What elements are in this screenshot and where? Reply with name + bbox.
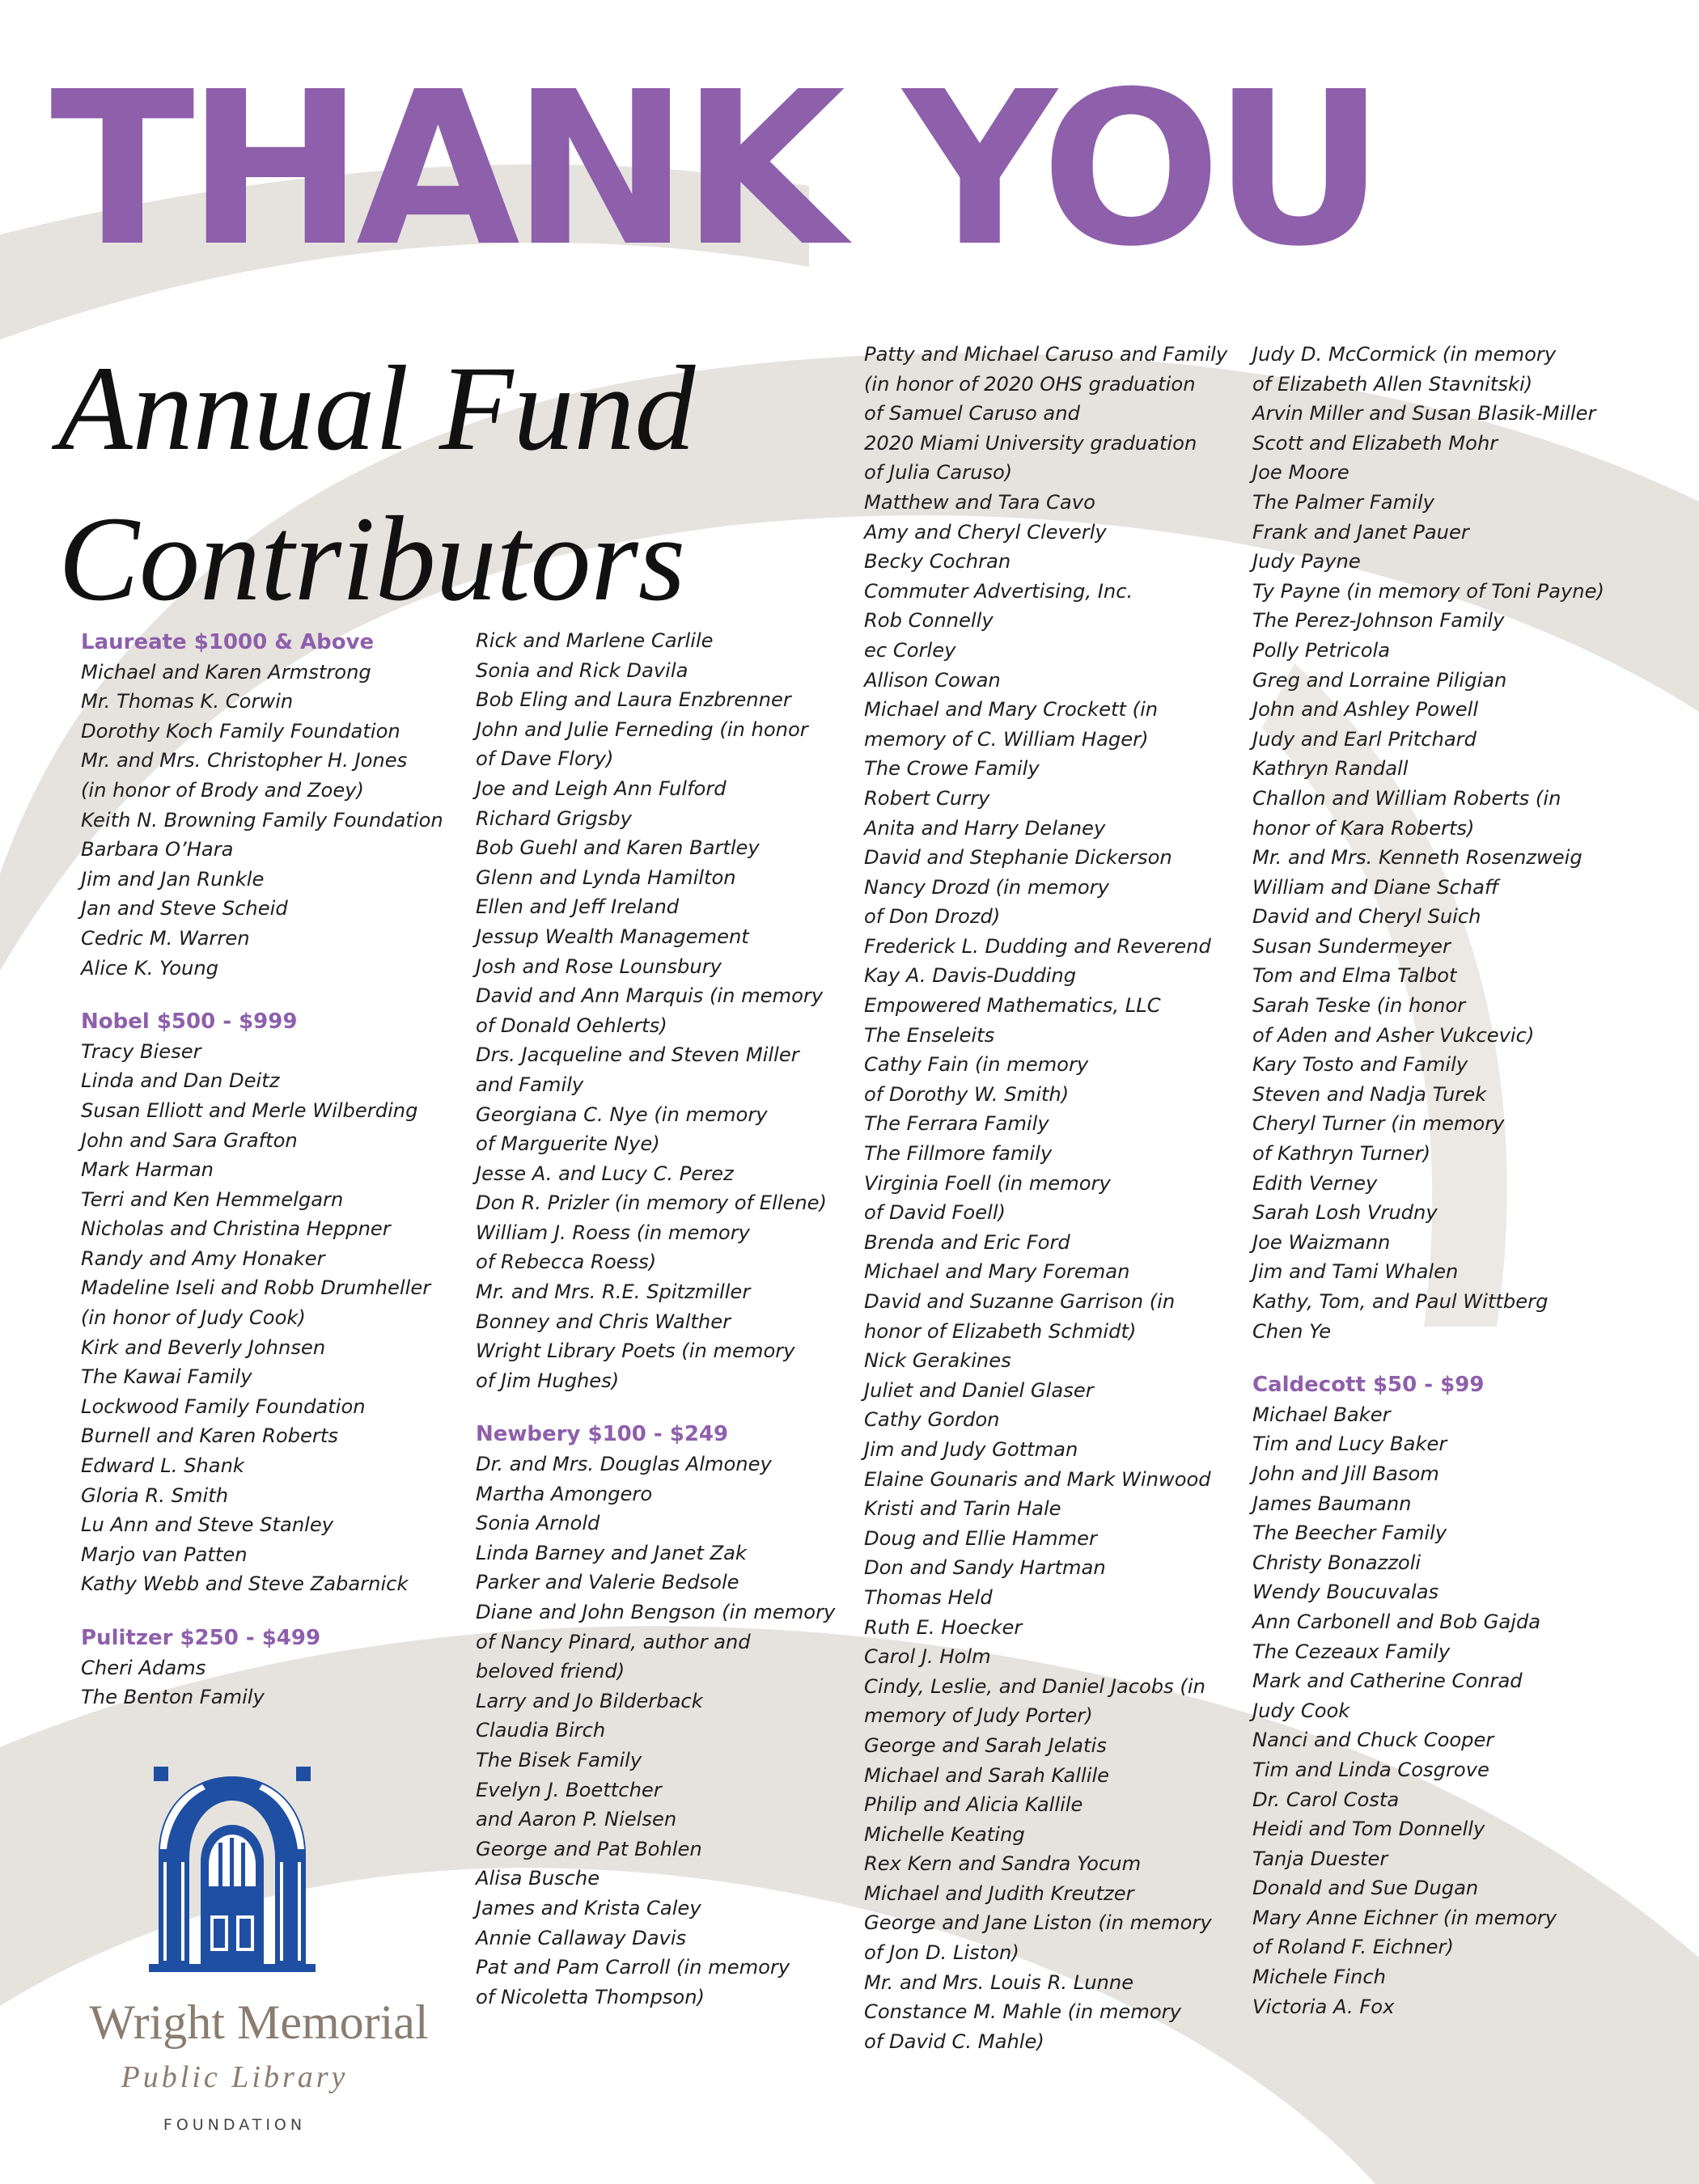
contributor-name: Edith Verney (1252, 1171, 1378, 1195)
contributor-name: Nicholas and Christina Heppner (81, 1217, 391, 1241)
contributor-name: (in honor of 2020 OHS graduation (864, 372, 1196, 396)
contributor-name: Commuter Advertising, Inc. (864, 579, 1133, 603)
contributor-name: Bob Guehl and Karen Bartley (476, 836, 760, 860)
contributor-name: Michael Baker (1252, 1403, 1391, 1426)
contributor-name: The Beecher Family (1252, 1522, 1447, 1545)
contributor-name: Mary Anne Eichner (in memory (1252, 1906, 1557, 1929)
contributor-name: Robert Curry (864, 786, 990, 810)
contributor-name: David and Cheryl Suich (1252, 905, 1481, 929)
contributor-name: Joe and Leigh Ann Fulford (476, 777, 727, 800)
giving-level-heading: Laureate $1000 & Above (81, 630, 375, 654)
contributor-name: Joe Moore (1252, 461, 1349, 485)
contributor-name: Madeline Iseli and Robb Drumheller (81, 1276, 431, 1300)
contributor-name: Lu Ann and Steve Stanley (81, 1513, 334, 1537)
contributor-name: Nanci and Chuck Cooper (1252, 1729, 1494, 1752)
contributor-name: of Donald Oehlerts) (476, 1014, 667, 1037)
contributor-name: Michelle Keating (864, 1822, 1025, 1846)
contributor-name: beloved friend) (476, 1660, 625, 1683)
contributor-name: Christy Bonazzoli (1252, 1551, 1421, 1574)
contributors-column-1 (81, 628, 463, 1712)
giving-level-heading: Caldecott $50 - $99 (1252, 1373, 1485, 1398)
contributor-name: Judy D. McCormick (in memory (1252, 343, 1557, 366)
contributor-name: Judy and Earl Pritchard (1252, 727, 1477, 751)
contributor-name: Tracy Bieser (81, 1039, 201, 1063)
contributor-name: Keith N. Browning Family Foundation (81, 808, 443, 832)
contributor-name: Dr. Carol Costa (1252, 1788, 1400, 1811)
contributor-name: Tim and Lucy Baker (1252, 1433, 1447, 1456)
contributor-name: David and Stephanie Dickerson (864, 846, 1172, 870)
contributor-name: The Fillmore family (864, 1142, 1053, 1166)
contributor-name: Michael and Sarah Kallile (864, 1763, 1110, 1787)
logo-subtitle: Public Library (121, 2060, 349, 2094)
contributor-name: of Julia Caruso) (864, 461, 1013, 485)
giving-level-heading: Nobel $500 - $999 (81, 1009, 298, 1035)
contributor-name: The Perez-Johnson Family (1252, 609, 1505, 633)
contributor-name: Lockwood Family Foundation (81, 1395, 366, 1418)
contributor-name: David and Suzanne Garrison (in (864, 1290, 1176, 1313)
contributor-name: James and Krista Caley (476, 1896, 701, 1919)
contributor-name: Marjo van Patten (81, 1543, 248, 1566)
contributor-name: Steven and Nadja Turek (1252, 1082, 1487, 1106)
contributor-name: Matthew and Tara Cavo (864, 490, 1095, 514)
contributor-name: Tim and Linda Cosgrove (1252, 1758, 1489, 1781)
contributor-name: James Baumann (1252, 1492, 1412, 1515)
subtitle-line-2: Contributors (58, 492, 686, 626)
contributor-name: Bob Eling and Laura Enzbrenner (476, 688, 791, 712)
contributor-name: Frederick L. Dudding and Reverend (864, 934, 1211, 958)
contributor-name: Jessup Wealth Management (476, 925, 749, 948)
contributor-name: Edward L. Shank (81, 1454, 244, 1478)
contributor-name: Kathryn Randall (1252, 757, 1409, 781)
contributor-name: Empowered Mathematics, LLC (864, 994, 1161, 1018)
contributor-name: Sarah Teske (in honor (1252, 994, 1466, 1018)
section-spacer (81, 1599, 463, 1623)
contributor-name: George and Pat Bohlen (476, 1837, 702, 1860)
contributor-name: Kathy, Tom, and Paul Wittberg (1252, 1290, 1549, 1313)
contributor-name: Burnell and Karen Roberts (81, 1424, 338, 1448)
contributor-name: Barbara O’Hara (81, 838, 234, 861)
logo-name: Wright Memorial (89, 1996, 429, 2049)
contributor-name: Sonia and Rick Davila (476, 658, 688, 682)
contributor-name: Ellen and Jeff Ireland (476, 895, 680, 919)
contributor-name: Ann Carbonell and Bob Gajda (1252, 1610, 1541, 1633)
contributor-name: John and Sara Grafton (81, 1128, 298, 1152)
contributor-name: Kary Tosto and Family (1252, 1053, 1468, 1077)
contributor-name: of Dorothy W. Smith) (864, 1082, 1070, 1106)
contributor-name: Jim and Jan Runkle (81, 867, 265, 891)
contributor-name: Wendy Boucuvalas (1252, 1581, 1439, 1604)
contributor-name: Terri and Ken Hemmelgarn (81, 1187, 344, 1211)
contributor-name: Don and Sandy Hartman (864, 1556, 1106, 1580)
contributor-name: Martha Amongero (476, 1482, 653, 1505)
contributor-name: 2020 Miami University graduation (864, 431, 1197, 455)
contributor-name: Philip and Alicia Kallile (864, 1793, 1083, 1817)
contributors-column-3 (864, 340, 1246, 2056)
contributor-name: Kathy Webb and Steve Zabarnick (81, 1572, 409, 1596)
contributor-name: honor of Elizabeth Schmidt) (864, 1319, 1137, 1343)
contributor-name: Larry and Jo Bilderback (476, 1689, 703, 1712)
contributor-name: Dorothy Koch Family Foundation (81, 719, 400, 743)
contributor-name: Judy Cook (1252, 1699, 1350, 1722)
contributor-name: of Jim Hughes) (476, 1369, 620, 1392)
contributor-name: Linda Barney and Janet Zak (476, 1541, 747, 1564)
contributor-name: of David C. Mahle) (864, 2030, 1044, 2053)
contributor-name: Challon and William Roberts (in (1252, 786, 1561, 810)
contributor-name: Annie Callaway Davis (476, 1926, 687, 1949)
contributor-name: Randy and Amy Honaker (81, 1246, 325, 1270)
contributor-name: Evelyn J. Boettcher (476, 1778, 662, 1801)
contributor-name: Tanja Duester (1252, 1847, 1388, 1870)
contributor-name: of Samuel Caruso and (864, 402, 1080, 425)
page-subtitle (58, 333, 695, 634)
contributor-name: Mr. and Mrs. Kenneth Rosenzweig (1252, 846, 1582, 870)
contributor-name: Allison Cowan (864, 668, 1001, 692)
contributor-name: of Roland F. Eichner) (1252, 1936, 1454, 1959)
contributor-name: (in honor of Judy Cook) (81, 1306, 306, 1330)
contributor-name: Dr. and Mrs. Douglas Almoney (476, 1453, 772, 1476)
contributor-name: The Bisek Family (476, 1748, 642, 1771)
contributor-name: Chen Ye (1252, 1319, 1332, 1343)
contributor-name: and Aaron P. Nielsen (476, 1808, 677, 1831)
contributor-name: of Elizabeth Allen Stavnitski) (1252, 372, 1533, 396)
contributor-name: Patty and Michael Caruso and Family (864, 343, 1228, 366)
contributor-name: Doug and Ellie Hammer (864, 1526, 1097, 1550)
contributor-name: Alisa Busche (476, 1867, 600, 1890)
contributor-name: Constance M. Mahle (in memory (864, 2000, 1181, 2024)
contributor-name: The Benton Family (81, 1686, 265, 1709)
contributor-name: The Kawai Family (81, 1365, 252, 1389)
contributor-name: of Dave Flory) (476, 747, 614, 771)
contributor-name: Georgiana C. Nye (in memory (476, 1103, 768, 1126)
contributor-name: of Rebecca Roess) (476, 1251, 657, 1274)
contributor-name: Frank and Janet Pauer (1252, 520, 1469, 544)
contributor-name: of Don Drozd) (864, 905, 1001, 929)
contributor-name: William J. Roess (in memory (476, 1221, 750, 1244)
contributor-name: memory of C. William Hager) (864, 727, 1149, 751)
contributor-name: Nick Gerakines (864, 1349, 1011, 1373)
logo-foundation: FOUNDATION (163, 2116, 307, 2134)
contributor-name: of Nicoletta Thompson) (476, 1985, 705, 2008)
contributor-name: John and Julie Ferneding (in honor (476, 717, 808, 741)
contributor-name: Greg and Lorraine Piligian (1252, 668, 1507, 692)
contributor-name: Judy Payne (1252, 550, 1361, 574)
subtitle-line-1: Annual Fund (58, 341, 696, 476)
contributor-name: Michael and Mary Crockett (in (864, 698, 1159, 722)
contributor-name: Rex Kern and Sandra Yocum (864, 1852, 1142, 1876)
contributor-name: Sonia Arnold (476, 1512, 600, 1535)
contributor-name: Jan and Steve Scheid (81, 897, 288, 921)
contributor-name: Brenda and Eric Ford (864, 1230, 1070, 1254)
contributor-name: Richard Grigsby (476, 806, 632, 830)
contributor-name: Heidi and Tom Donnelly (1252, 1818, 1485, 1841)
contributor-name: Cindy, Leslie, and Daniel Jacobs (in (864, 1674, 1205, 1698)
contributor-name: Scott and Elizabeth Mohr (1252, 431, 1498, 455)
contributor-name: George and Jane Liston (in memory (864, 1911, 1212, 1935)
contributor-name: Carol J. Holm (864, 1645, 991, 1669)
contributor-name: Susan Sundermeyer (1252, 934, 1451, 958)
giving-level-heading: Newbery $100 - $249 (476, 1422, 729, 1447)
contributor-name: ec Corley (864, 638, 956, 662)
contributor-name: Mark and Catherine Conrad (1252, 1670, 1523, 1693)
contributor-name: Arvin Miller and Susan Blasik-Miller (1252, 402, 1596, 425)
thank-you-headline: THANK YOU (50, 46, 1378, 293)
contributor-name: Josh and Rose Lounsbury (476, 954, 722, 978)
contributor-name: of Jon D. Liston) (864, 1941, 1019, 1965)
contributor-name: Rick and Marlene Carlile (476, 629, 714, 652)
contributor-name: Cathy Fain (in memory (864, 1053, 1089, 1077)
contributors-column-4 (1252, 340, 1634, 2021)
contributor-name: Juliet and Daniel Glaser (864, 1378, 1094, 1402)
contributor-name: The Cezeaux Family (1252, 1640, 1451, 1663)
contributor-name: David and Ann Marquis (in memory (476, 984, 824, 1008)
contributor-name: Mark Harman (81, 1158, 214, 1182)
contributor-name: The Crowe Family (864, 757, 1040, 781)
contributor-name: Victoria A. Fox (1252, 1995, 1395, 2018)
contributor-name: Claudia Birch (476, 1719, 606, 1742)
contributor-name: Becky Cochran (864, 550, 1011, 574)
contributor-name: Linda and Dan Deitz (81, 1069, 280, 1093)
contributor-name: memory of Judy Porter) (864, 1704, 1093, 1728)
contributor-name: Michael and Mary Foreman (864, 1260, 1130, 1284)
contributor-name: Sarah Losh Vrudny (1252, 1201, 1438, 1225)
contributor-name: Gloria R. Smith (81, 1484, 229, 1507)
section-spacer (81, 983, 463, 1007)
contributor-name: Cheri Adams (81, 1656, 206, 1679)
contributor-name: honor of Kara Roberts) (1252, 816, 1475, 840)
contributor-name: Joe Waizmann (1252, 1230, 1391, 1254)
contributor-name: Donald and Sue Dugan (1252, 1877, 1479, 1900)
contributor-name: Virginia Foell (in memory (864, 1171, 1111, 1195)
contributor-name: Michael and Karen Armstrong (81, 660, 371, 684)
contributors-column-2 (476, 626, 858, 2012)
contributor-name: Mr. and Mrs. R.E. Spitzmiller (476, 1280, 751, 1304)
contributor-name: of Marguerite Nye) (476, 1132, 660, 1156)
contributor-name: Glenn and Lynda Hamilton (476, 866, 736, 889)
contributor-name: Michael and Judith Kreutzer (864, 1881, 1134, 1905)
giving-level-heading: Pulitzer $250 - $499 (81, 1626, 321, 1650)
contributor-name: Michele Finch (1252, 1966, 1386, 1989)
section-spacer (1252, 1346, 1634, 1370)
contributor-name: Mr. Thomas K. Corwin (81, 690, 294, 713)
contributor-name: Kay A. Davis-Dudding (864, 964, 1077, 988)
contributor-name: Don R. Prizler (in memory of Ellene) (476, 1191, 827, 1215)
contributor-name: Nancy Drozd (in memory (864, 875, 1109, 899)
contributor-name: and Family (476, 1073, 584, 1096)
contributor-name: Jim and Tami Whalen (1252, 1260, 1459, 1284)
contributor-name: of Kathryn Turner) (1252, 1142, 1431, 1166)
contributor-name: Mr. and Mrs. Louis R. Lunne (864, 1970, 1134, 1994)
contributor-name: Kristi and Tarin Hale (864, 1497, 1061, 1521)
contributor-name: William and Diane Schaff (1252, 875, 1499, 899)
contributor-name: (in honor of Brody and Zoey) (81, 778, 364, 802)
contributor-name: Jesse A. and Lucy C. Perez (476, 1162, 734, 1185)
contributor-name: Cedric M. Warren (81, 926, 250, 950)
contributor-name: John and Jill Basom (1252, 1462, 1439, 1485)
contributor-name: Polly Petricola (1252, 638, 1391, 662)
contributor-name: Alice K. Young (81, 956, 219, 980)
contributor-name: Tom and Elma Talbot (1252, 964, 1457, 988)
contributor-name: Diane and John Bengson (in memory (476, 1601, 836, 1623)
contributor-name: Cathy Gordon (864, 1408, 1000, 1432)
contributor-name: Elaine Gounaris and Mark Winwood (864, 1467, 1211, 1491)
contributor-name: Parker and Valerie Bedsole (476, 1571, 739, 1594)
contributor-name: Thomas Held (864, 1585, 993, 1609)
contributor-name: of David Foell) (864, 1201, 1006, 1225)
contributor-name: of Nancy Pinard, author and (476, 1630, 751, 1653)
contributor-name: Rob Connelly (864, 609, 994, 633)
contributor-name: John and Ashley Powell (1252, 698, 1479, 722)
contributor-name: Kirk and Beverly Johnsen (81, 1335, 326, 1359)
contributor-name: Ty Payne (in memory of Toni Payne) (1252, 579, 1604, 603)
contributor-name: The Enseleits (864, 1023, 995, 1047)
contributor-name: of Aden and Asher Vukcevic) (1252, 1023, 1535, 1047)
contributor-name: Wright Library Poets (in memory (476, 1340, 795, 1363)
contributor-name: Pat and Pam Carroll (in memory (476, 1956, 790, 1979)
contributor-name: The Ferrara Family (864, 1112, 1049, 1136)
contributor-name: Drs. Jacqueline and Steven Miller (476, 1043, 799, 1067)
contributor-name: Cheryl Turner (in memory (1252, 1112, 1505, 1136)
contributor-name: The Palmer Family (1252, 490, 1434, 514)
contributor-name: Bonney and Chris Walther (476, 1310, 731, 1333)
contributor-name: Anita and Harry Delaney (864, 816, 1106, 840)
contributor-name: Amy and Cheryl Cleverly (864, 520, 1107, 544)
contributor-name: Ruth E. Hoecker (864, 1615, 1023, 1639)
contributor-name: George and Sarah Jelatis (864, 1733, 1107, 1757)
contributor-name: Mr. and Mrs. Christopher H. Jones (81, 749, 408, 772)
contributor-name: Jim and Judy Gottman (864, 1437, 1078, 1461)
library-doorway-icon (149, 1765, 316, 1972)
section-spacer (476, 1395, 858, 1420)
contributor-name: Susan Elliott and Merle Wilberding (81, 1098, 418, 1122)
